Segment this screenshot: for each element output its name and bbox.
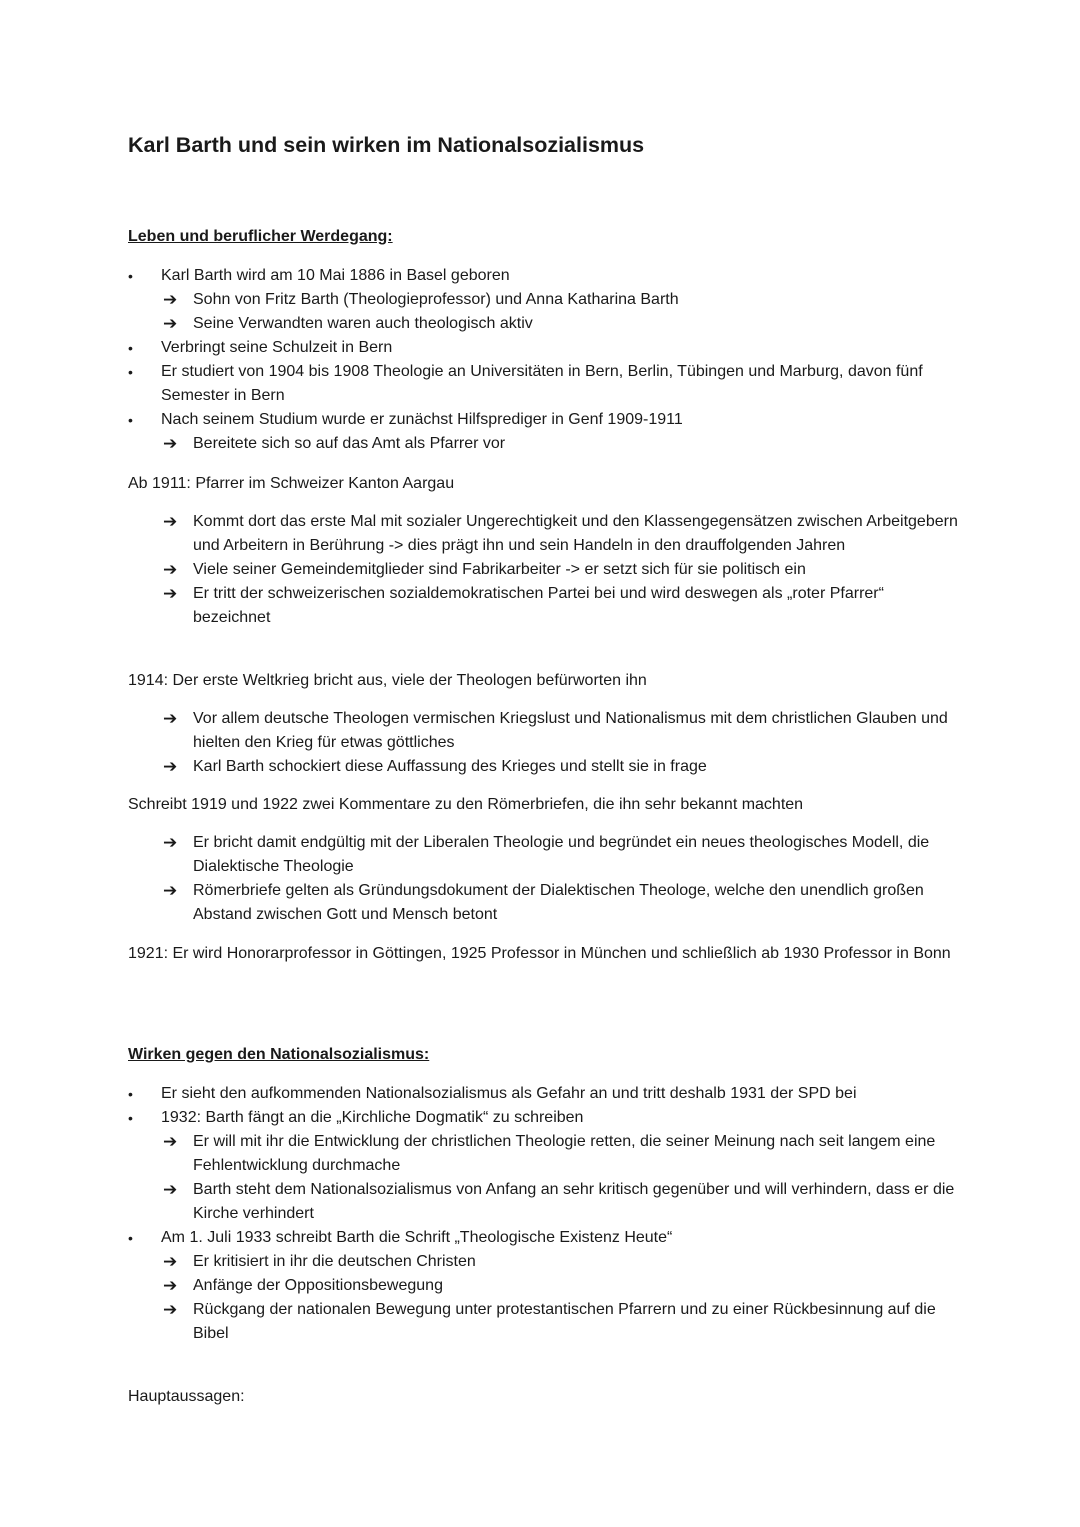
arrow-right-icon: ➔ — [163, 709, 178, 728]
list-item-text: Er studiert von 1904 bis 1908 Theologie an Universitäten in Bern, Berlin, Tübingen und Marburg, davon fünf Semester in Bern — [161, 363, 923, 404]
sub-list-item-text: Römerbriefe gelten als Gründungsdokument der Dialektischen Theologe, welche den unendlich großen Abstand zwischen Gott und Mensch betont — [193, 882, 924, 923]
sub-list-item-text: Rückgang der nationalen Bewegung unter protestantischen Pfarrern und zu einer Rückbesinnung auf die Bibel — [193, 1301, 936, 1342]
sub-list-item — [128, 558, 958, 582]
sub-list-item-text: Vor allem deutsche Theologen vermischen Kriegslust und Nationalismus mit dem christlichen Glauben und hielten den Krieg für etwas göttliches — [193, 710, 948, 751]
paragraph-1919 — [128, 793, 958, 927]
list-item-text: Verbringt seine Schulzeit in Bern — [161, 339, 393, 356]
list-item-text: Karl Barth wird am 10 Mai 1886 in Basel geboren — [161, 267, 510, 284]
arrow-right-icon: ➔ — [163, 1276, 178, 1295]
list-item — [128, 264, 958, 288]
sub-list-item-text: Bereitete sich so auf das Amt als Pfarrer vor — [193, 435, 506, 452]
sub-list-item-text: Viele seiner Gemeindemitglieder sind Fabrikarbeiter -> er setzt sich für sie politisch ein — [193, 561, 806, 578]
list-item — [128, 1226, 958, 1250]
list-item — [128, 1082, 958, 1106]
arrow-right-icon: ➔ — [163, 1300, 178, 1319]
sub-list-item-text: Er tritt der schweizerischen sozialdemokratischen Partei bei und wird deswegen als „roter Pfarrer“ bezeichnet — [193, 585, 884, 626]
list-item — [128, 1106, 958, 1130]
paragraph-text: 1914: Der erste Weltkrieg bricht aus, viele der Theologen befürworten ihn — [128, 672, 647, 689]
arrow-right-icon: ➔ — [163, 833, 178, 852]
section-heading-wirken: Wirken gegen den Nationalsozialismus: — [128, 1046, 430, 1063]
sub-list-item — [128, 1178, 958, 1226]
bullet-icon: • — [128, 412, 133, 428]
sub-list-item — [128, 432, 958, 456]
paragraph-text: Schreibt 1919 und 1922 zwei Kommentare zu den Römerbriefen, die ihn sehr bekannt machten — [128, 796, 804, 813]
bullet-list-wirken — [128, 1082, 958, 1346]
sub-list-item — [128, 510, 958, 558]
list-item — [128, 360, 958, 408]
arrow-right-icon: ➔ — [163, 1252, 178, 1271]
bullet-list-leben — [128, 264, 958, 456]
arrow-right-icon: ➔ — [163, 290, 178, 309]
arrow-right-icon: ➔ — [163, 512, 178, 531]
arrow-right-icon: ➔ — [163, 560, 178, 579]
arrow-right-icon: ➔ — [163, 1180, 178, 1199]
sub-list-item — [128, 1250, 958, 1274]
paragraph-1914 — [128, 669, 958, 779]
list-item-text: Nach seinem Studium wurde er zunächst Hilfsprediger in Genf 1909-1911 — [161, 411, 683, 428]
sub-list-item — [128, 707, 958, 755]
paragraph-text: 1921: Er wird Honorarprofessor in Göttingen, 1925 Professor in München und schließlich ab 1930 Professor in Bonn — [128, 945, 951, 962]
paragraph-hauptaussagen — [128, 1385, 958, 1409]
sub-list-item-text: Seine Verwandten waren auch theologisch aktiv — [193, 315, 533, 332]
list-item — [128, 408, 958, 432]
arrow-right-icon: ➔ — [163, 881, 178, 900]
sub-list-item — [128, 288, 958, 312]
sub-list-item-text: Barth steht dem Nationalsozialismus von Anfang an sehr kritisch gegenüber und will verhindern, dass er die Kirche verhindert — [193, 1181, 955, 1222]
arrow-right-icon: ➔ — [163, 1132, 178, 1151]
arrow-right-icon: ➔ — [163, 434, 178, 453]
sub-list-item — [128, 879, 958, 927]
arrow-right-icon: ➔ — [163, 757, 178, 776]
section-heading-leben: Leben und beruflicher Werdegang: — [128, 228, 393, 245]
sub-list-item-text: Sohn von Fritz Barth (Theologieprofessor) und Anna Katharina Barth — [193, 291, 679, 308]
bullet-icon: • — [128, 1230, 133, 1246]
bullet-icon: • — [128, 1110, 133, 1126]
sub-list-item-text: Kommt dort das erste Mal mit sozialer Ungerechtigkeit und den Klassengegensätzen zwischen Arbeitgebern und Arbeitern in Berührung -> dies prägt ihn und sein Handeln in den drauffolgenden Jahren — [193, 513, 958, 554]
sub-list-item — [128, 831, 958, 879]
bullet-icon: • — [128, 268, 133, 284]
list-item-text: Am 1. Juli 1933 schreibt Barth die Schrift „Theologische Existenz Heute“ — [161, 1229, 673, 1246]
paragraph-text: Ab 1911: Pfarrer im Schweizer Kanton Aargau — [128, 475, 455, 492]
sub-list-item-text: Er kritisiert in ihr die deutschen Christen — [193, 1253, 476, 1270]
sub-list-item — [128, 1298, 958, 1346]
list-item — [128, 336, 958, 360]
sub-list-item-text: Anfänge der Oppositionsbewegung — [193, 1277, 443, 1294]
sub-list-item — [128, 312, 958, 336]
sub-list-item-text: Karl Barth schockiert diese Auffassung des Krieges und stellt sie in frage — [193, 758, 707, 775]
paragraph-1921 — [128, 942, 958, 966]
bullet-icon: • — [128, 340, 133, 356]
sub-list-item — [128, 1274, 958, 1298]
document-title: Karl Barth und sein wirken im Nationalsozialismus — [128, 133, 645, 157]
sub-list-item — [128, 755, 958, 779]
arrow-right-icon: ➔ — [163, 584, 178, 603]
paragraph-1911 — [128, 472, 958, 630]
list-item-text: 1932: Barth fängt an die „Kirchliche Dogmatik“ zu schreiben — [161, 1109, 584, 1126]
sub-list-item-text: Er bricht damit endgültig mit der Liberalen Theologie und begründet ein neues theologisches Modell, die Dialektische Theologie — [193, 834, 930, 875]
bullet-icon: • — [128, 1086, 133, 1102]
bullet-icon: • — [128, 364, 133, 380]
arrow-right-icon: ➔ — [163, 314, 178, 333]
paragraph-text: Hauptaussagen: — [128, 1388, 245, 1405]
sub-list-item — [128, 582, 958, 630]
sub-list-item — [128, 1130, 958, 1178]
sub-list-item-text: Er will mit ihr die Entwicklung der christlichen Theologie retten, die seiner Meinung nach seit langem eine Fehlentwicklung durchmache — [193, 1133, 936, 1174]
list-item-text: Er sieht den aufkommenden Nationalsozialismus als Gefahr an und tritt deshalb 1931 der SPD bei — [161, 1085, 857, 1102]
